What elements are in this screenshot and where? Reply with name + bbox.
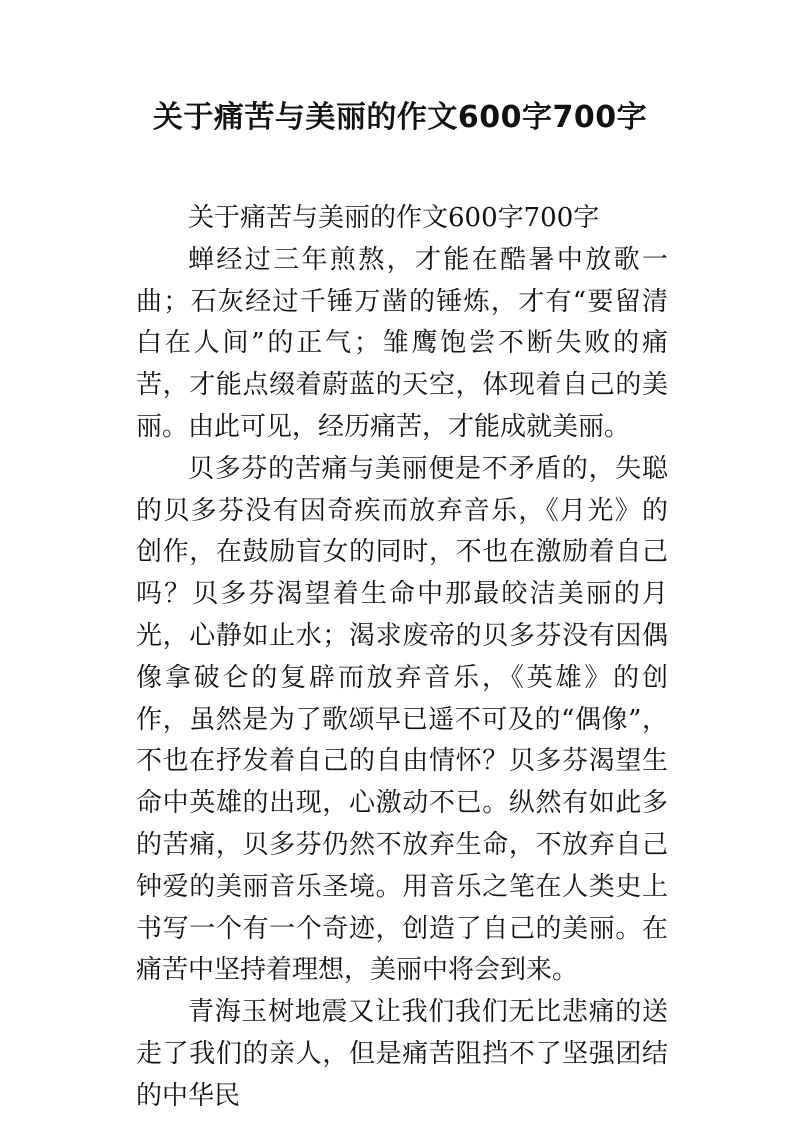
paragraph-subtitle: 关于痛苦与美丽的作文600字700字 [188, 203, 600, 233]
paragraph-3: 青海玉树地震又让我们我们无比悲痛的送走了我们的亲人，但是痛苦阻挡不了坚强团结的中华民 [136, 997, 668, 1111]
page-title: 关于痛苦与美丽的作文600字700字 [152, 100, 648, 135]
paragraph-1: 蝉经过三年煎熬，才能在酷暑中放歌一曲；石灰经过千锤万凿的锤炼，才有“要留清白在人间”的正气；雏鹰饱尝不断失败的痛苦，才能点缀着蔚蓝的天空，体现着自己的美丽。由此可见，经历痛苦，才能成就美丽。 [136, 244, 668, 442]
paragraph-2: 贝多芬的苦痛与美丽便是不矛盾的，失聪的贝多芬没有因奇疾而放弃音乐，《月光》的创作，在鼓励盲女的同时，不也在激励着自己吗？贝多芬渴望着生命中那最皎洁美丽的月光，心静如止水；渴求废帝的贝多芬没有因偶像拿破仑的复辟而放弃音乐，《英雄》的创作，虽然是为了歌颂早已遥不可及的“偶像”，不也在抒发着自己的自由情怀？贝多芬渴望生命中英雄的出现，心激动不已。纵然有如此多的苦痛，贝多芬仍然不放弃生命，不放弃自己钟爱的美丽音乐圣境。用音乐之笔在人类史上书写一个有一个奇迹，创造了自己的美丽。在痛苦中坚持着理想，美丽中将会到来。 [136, 453, 668, 986]
essay-body [136, 198, 668, 1118]
